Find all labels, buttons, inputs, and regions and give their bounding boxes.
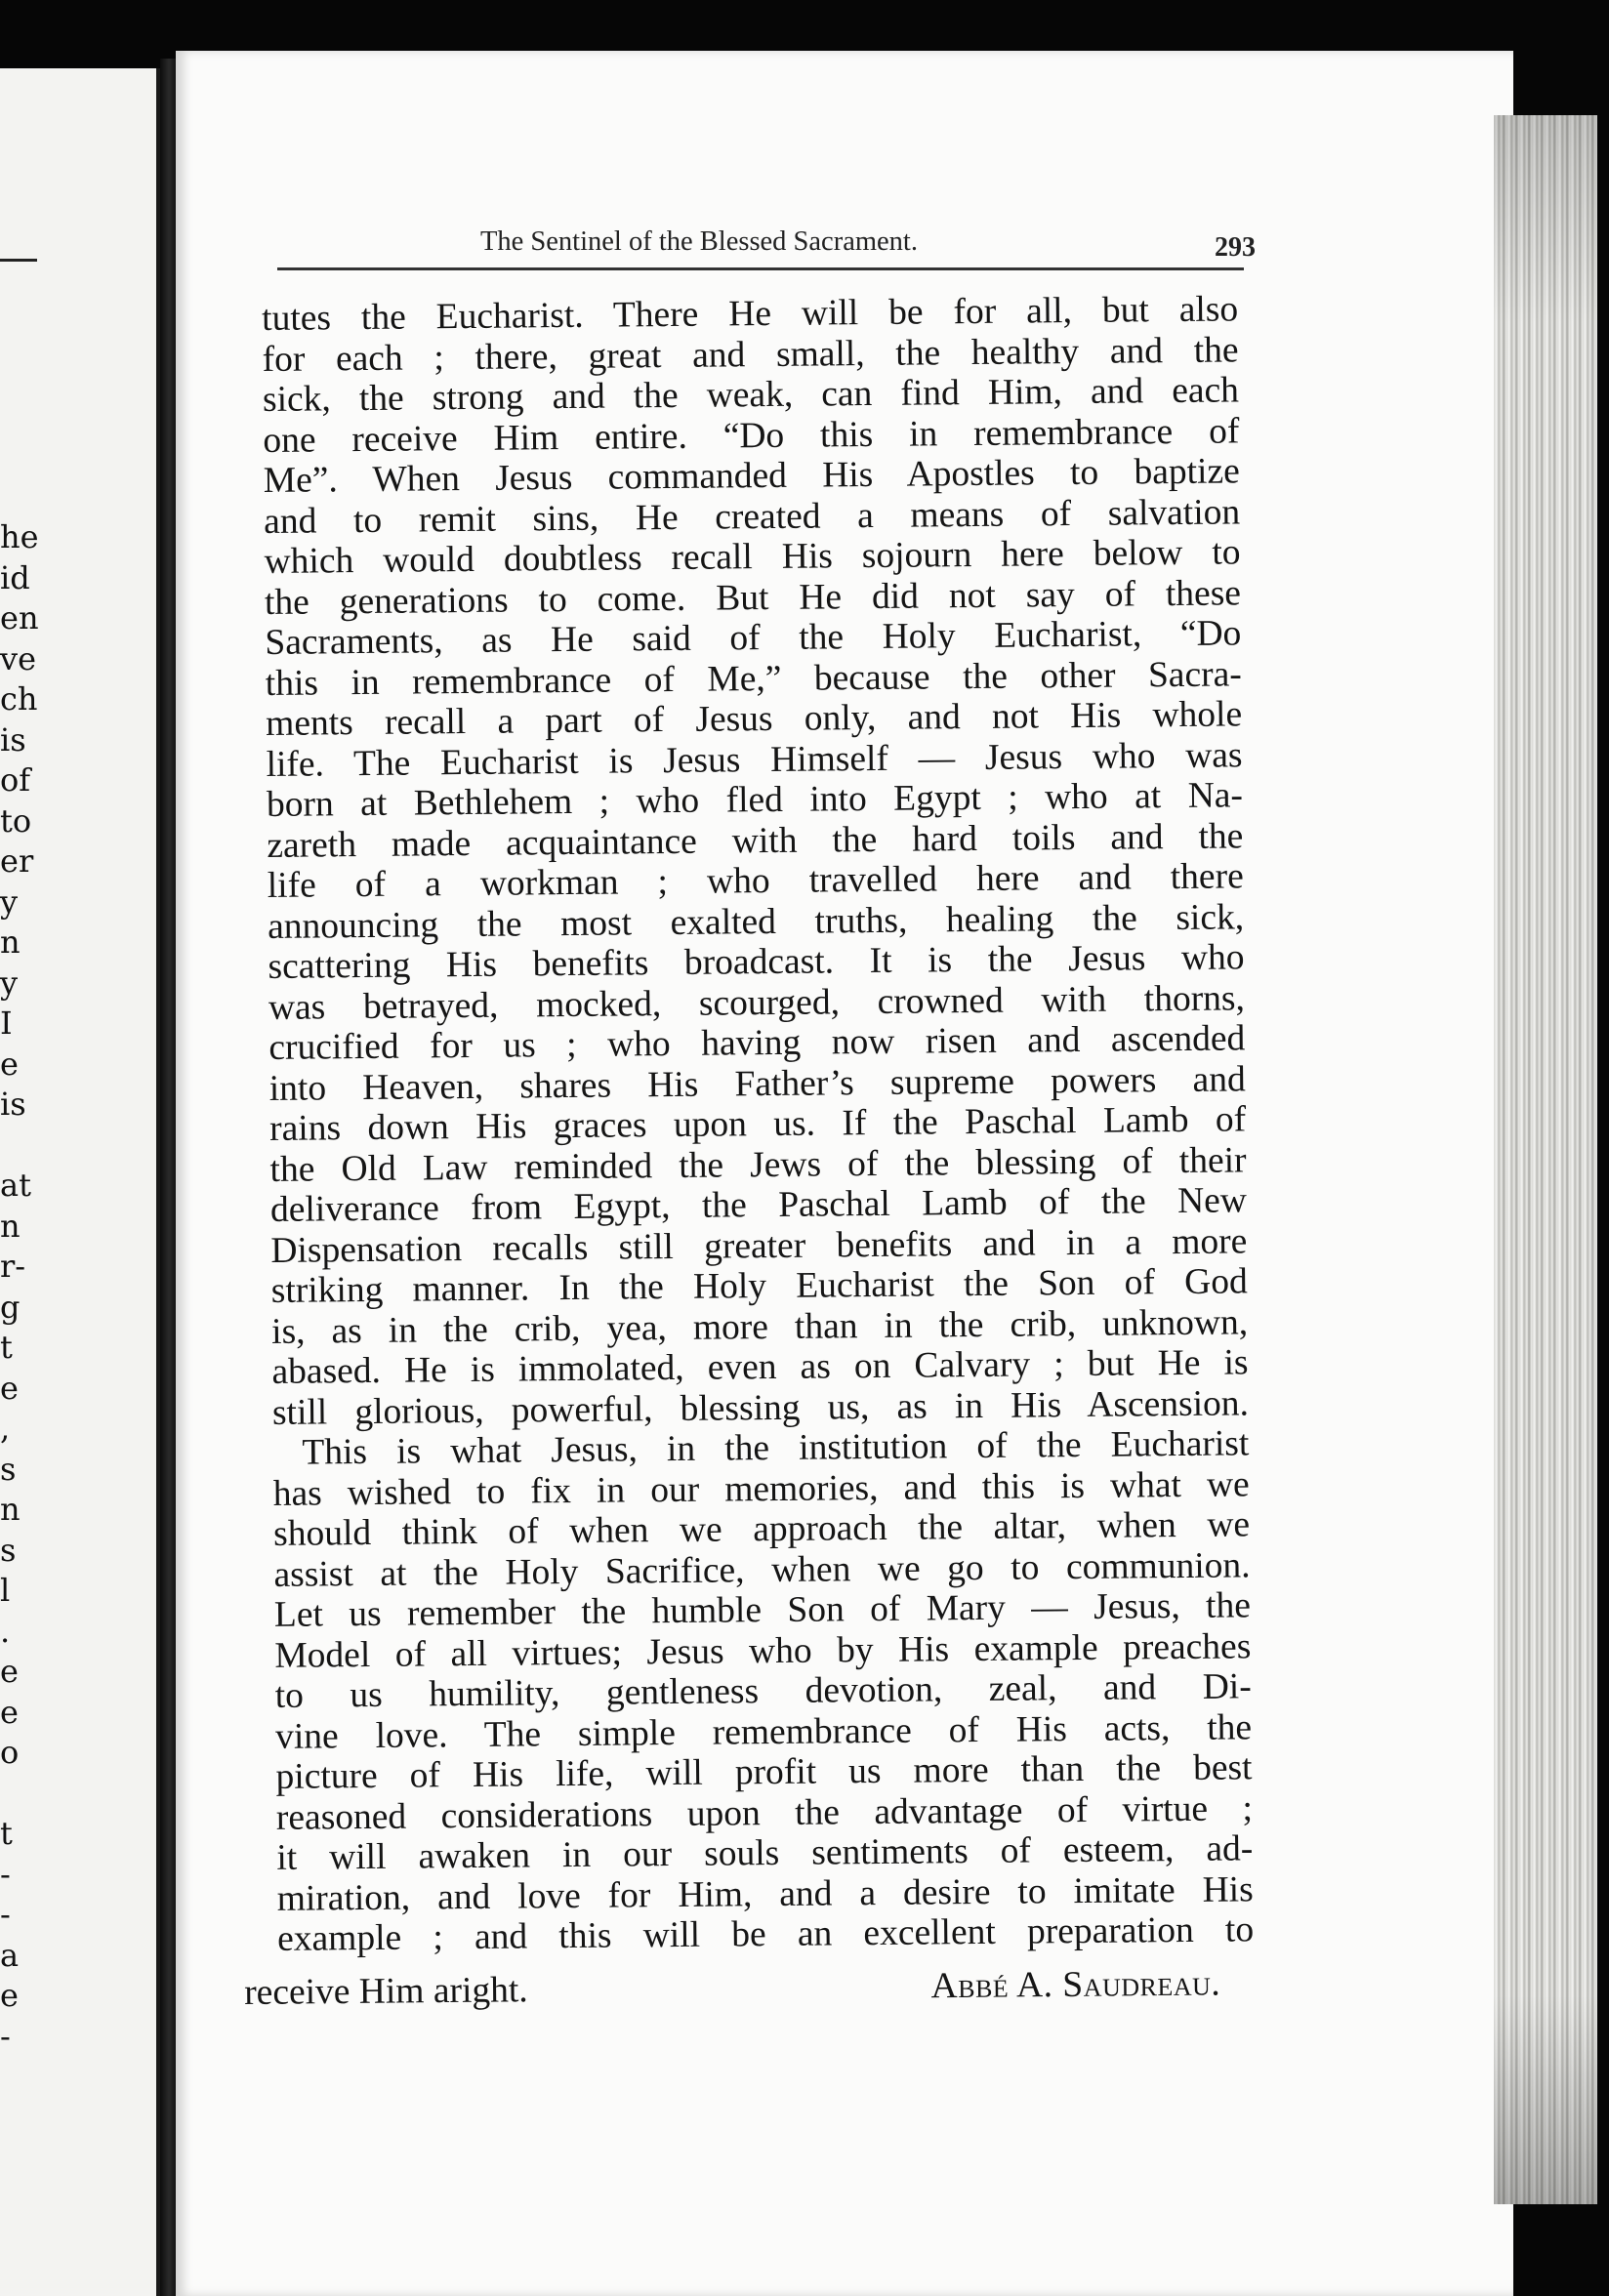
left-page-fragment: n bbox=[0, 1491, 21, 1528]
text-line: abased. He is immolated, even as on Calvary ; but He is bbox=[271, 1342, 1249, 1392]
text-line: sick, the strong and the weak, can find Him, and each bbox=[262, 370, 1240, 420]
left-page-fragment: id bbox=[0, 558, 30, 596]
text-line: deliverance from Egypt, the Paschal Lamb of the New bbox=[269, 1180, 1248, 1230]
left-page-fragment: he bbox=[0, 518, 39, 555]
text-line: ments recall a part of Jesus only, and not His whole bbox=[265, 694, 1243, 744]
left-page-fragment: t bbox=[0, 1815, 13, 1852]
text-line: should think of when we approach the altar, when we bbox=[272, 1504, 1251, 1554]
text-line: rains down His graces upon us. If the Paschal Lamb of bbox=[268, 1099, 1247, 1149]
left-page-header-rule bbox=[0, 259, 37, 262]
left-facing-page bbox=[0, 68, 160, 2296]
left-page-fragment: e bbox=[0, 1653, 19, 1690]
left-page-fragment: of bbox=[0, 761, 31, 799]
text-line: one receive Him entire. “Do this in remembrance of bbox=[263, 410, 1240, 461]
text-line: the Old Law reminded the Jews of the blessing of their bbox=[269, 1139, 1247, 1190]
left-page-fragment: at bbox=[0, 1167, 31, 1204]
author-signature: Abbé A. Saudreau. bbox=[930, 1963, 1221, 2007]
page-edge-stack bbox=[1494, 115, 1597, 2204]
left-page-fragment: is bbox=[0, 1086, 26, 1123]
text-line: was betrayed, mocked, scourged, crowned with thorns, bbox=[268, 977, 1246, 1028]
left-page-fragment: a bbox=[0, 1936, 20, 1974]
text-line: Model of all virtues; Jesus who by His example preaches bbox=[274, 1625, 1252, 1676]
running-title: The Sentinel of the Blessed Sacrament. bbox=[480, 226, 918, 257]
left-page-fragment: . bbox=[0, 1612, 11, 1650]
left-page-fragment: I bbox=[0, 1004, 13, 1042]
text-line: Dispensation recalls still greater benefits and in a more bbox=[270, 1220, 1248, 1271]
left-page-fragment: e bbox=[0, 1369, 19, 1407]
left-page-fragment: e bbox=[0, 1693, 19, 1731]
text-line: and to remit sins, He created a means of salvation bbox=[263, 491, 1241, 542]
text-line: tutes the Eucharist. There He will be for all, but also bbox=[262, 289, 1239, 339]
text-line: Let us remember the humble Son of Mary — Jesus, the bbox=[273, 1585, 1252, 1635]
left-page-fragment: s bbox=[0, 1531, 17, 1569]
text-line: announcing the most exalted truths, healing the sick, bbox=[267, 896, 1245, 947]
closing-line: receive Him aright. bbox=[244, 1970, 528, 2013]
text-line: still glorious, powerful, blessing us, as in His Ascension. bbox=[271, 1382, 1250, 1433]
left-page-fragment: - bbox=[0, 1896, 11, 1933]
text-line: for each ; there, great and small, the healthy and the bbox=[262, 329, 1239, 380]
text-line: picture of His life, will profit us more than the best bbox=[275, 1747, 1253, 1797]
text-line: example ; and this will be an excellent preparation to bbox=[276, 1909, 1255, 1959]
text-line: Sacraments, as He said of the Holy Eucharist, “Do bbox=[265, 613, 1242, 663]
left-page-fragment: to bbox=[0, 801, 32, 840]
text-line: striking manner. In the Holy Eucharist the Son of God bbox=[270, 1261, 1248, 1311]
left-page-fragment: o bbox=[0, 1734, 20, 1771]
text-line: crucified for us ; who having now risen and ascended bbox=[268, 1018, 1246, 1068]
left-page-fragment: e bbox=[0, 1977, 19, 2014]
left-page-fragment: l bbox=[0, 1572, 11, 1609]
text-line: into Heaven, shares His Father’s supreme powers and bbox=[268, 1058, 1246, 1109]
text-line: this in remembrance of Me,” because the other Sacra- bbox=[265, 653, 1242, 704]
text-line: life. The Eucharist is Jesus Himself — Jesus who was bbox=[266, 734, 1243, 785]
text-line: This is what Jesus, in the institution of the Eucharist bbox=[302, 1423, 1250, 1473]
text-line: born at Bethlehem ; who fled into Egypt ; who at Na- bbox=[266, 775, 1244, 825]
text-line: reasoned considerations upon the advantage of virtue ; bbox=[275, 1787, 1254, 1838]
text-line: scattering His benefits broadcast. It is the Jesus who bbox=[268, 937, 1245, 987]
left-page-fragment: t bbox=[0, 1329, 13, 1366]
left-page-fragment: , bbox=[0, 1410, 11, 1447]
left-page-fragment: - bbox=[0, 2017, 11, 2055]
text-line: it will awaken in our souls sentiments of esteem, ad- bbox=[276, 1828, 1254, 1878]
left-page-text-fragments bbox=[0, 517, 39, 2057]
text-line: to us humility, gentleness devotion, zeal, and Di- bbox=[274, 1666, 1252, 1716]
text-line: zareth made acquaintance with the hard toils and the bbox=[267, 815, 1244, 866]
text-line: vine love. The simple remembrance of His acts, the bbox=[274, 1706, 1253, 1757]
page-number: 293 bbox=[1215, 232, 1256, 263]
text-line: has wished to fix in our memories, and this is what we bbox=[272, 1463, 1250, 1514]
text-line: the generations to come. But He did not say of these bbox=[264, 572, 1242, 623]
left-page-fragment: y bbox=[0, 882, 19, 921]
text-line: which would doubtless recall His sojourn here below to bbox=[264, 532, 1241, 582]
text-line: is, as in the crib, yea, more than in the crib, unknown, bbox=[270, 1301, 1249, 1352]
left-page-fragment: ch bbox=[0, 680, 38, 718]
header-rule bbox=[277, 267, 1244, 270]
left-page-fragment: r- bbox=[0, 1248, 26, 1285]
left-page-fragment: en bbox=[0, 599, 39, 636]
left-page-fragment: y bbox=[0, 964, 19, 1002]
text-line: Me”. When Jesus commanded His Apostles to baptize bbox=[263, 451, 1240, 501]
body-text bbox=[262, 289, 1254, 1959]
left-page-fragment: n bbox=[0, 923, 21, 961]
left-page-fragment: e bbox=[0, 1045, 19, 1083]
text-line: miration, and love for Him, and a desire to imitate His bbox=[276, 1868, 1254, 1919]
left-page-fragment: er bbox=[0, 842, 34, 880]
left-page-fragment: n bbox=[0, 1207, 21, 1245]
text-line: life of a workman ; who travelled here and there bbox=[267, 856, 1244, 906]
left-page-fragment: ve bbox=[0, 639, 37, 677]
left-page-fragment: - bbox=[0, 1855, 11, 1893]
text-line: assist at the Holy Sacrifice, when we go to communion. bbox=[273, 1544, 1251, 1595]
left-page-fragment bbox=[0, 1126, 39, 1167]
left-page-fragment bbox=[0, 1774, 39, 1815]
left-page-fragment: s bbox=[0, 1450, 17, 1488]
left-page-fragment: is bbox=[0, 720, 26, 758]
left-page-fragment: g bbox=[0, 1288, 21, 1326]
